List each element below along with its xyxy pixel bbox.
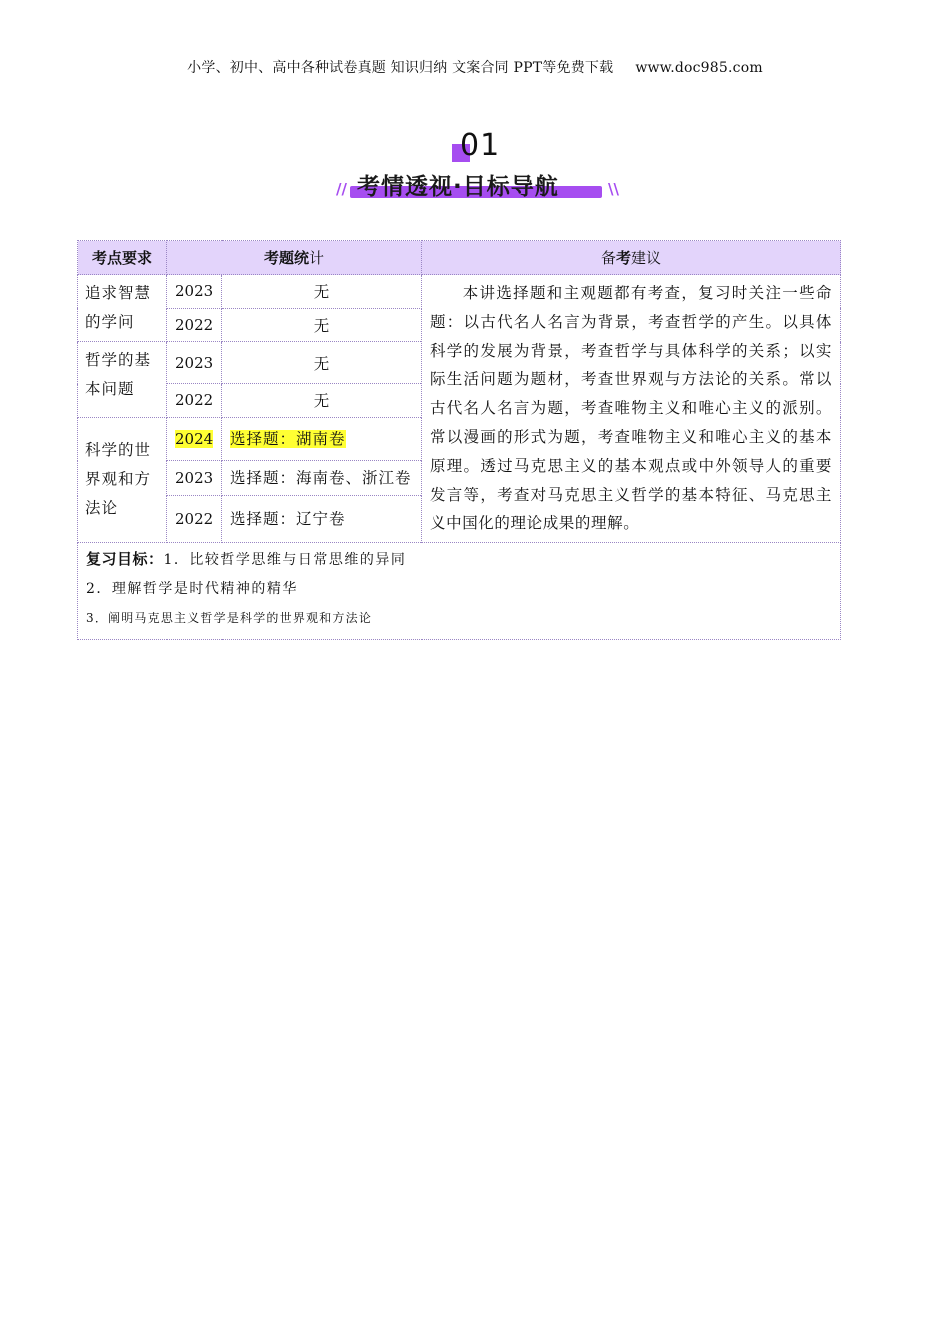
- exam-analysis-table: [77, 240, 841, 640]
- year-cell: 2022: [167, 384, 222, 418]
- banner-title: 考情透视·目标导航: [357, 174, 559, 200]
- question-cell: 无: [222, 308, 422, 342]
- header-text: 小学、初中、高中各种试卷真题 知识归纳 文案合同 PPT等免费下载: [187, 60, 614, 76]
- highlighted-question: 选择题：湖南卷: [230, 429, 346, 448]
- header-topic-requirements: 考点要求: [78, 241, 167, 275]
- advice-text: 本讲选择题和主观题都有考查，复习时关注一些命题：以古代名人名言为背景，考查哲学的产生。以具体科学的发展为背景，考查哲学与具体科学的关系；以实际生活问题为题材，考查世界观与方法论的关系。常以古代名人名言为题，考查唯物主义和唯心主义的派别。常以漫画的形式为题，考查唯物主义和唯心主义的基本原理。透过马克思主义的基本观点或中外领导人的重要发言等，考查对马克思主义哲学的基本特征、马克思主义中国化的理论成果的理解。: [430, 284, 832, 533]
- review-goals: [78, 543, 841, 640]
- goal-item: 复习目标：1．比较哲学思维与日常思维的异同: [86, 550, 407, 569]
- question-cell: 无: [222, 384, 422, 418]
- header-prep-advice: 备考建议: [422, 241, 841, 275]
- year-cell: 2023: [167, 461, 222, 496]
- year-cell: 2023: [167, 342, 222, 384]
- page-header: [0, 57, 950, 77]
- question-cell: 无: [222, 275, 422, 309]
- topic-cell: 科学的世界观和方法论: [78, 417, 167, 543]
- question-cell: 选择题：海南卷、浙江卷: [222, 461, 422, 496]
- year-cell: 2022: [167, 496, 222, 543]
- question-cell: [222, 417, 422, 461]
- banner-right-slashes: \\: [608, 180, 619, 198]
- banner-number: 01: [460, 128, 501, 163]
- goals-row: [78, 543, 841, 640]
- section-banner: [0, 128, 950, 208]
- topic-cell: 追求智慧的学问: [78, 275, 167, 342]
- goal-item: 2．理解哲学是时代精神的精华: [86, 581, 298, 598]
- banner-left-slashes: //: [336, 180, 347, 198]
- advice-cell: [422, 275, 841, 543]
- highlighted-year: 2024: [175, 429, 214, 448]
- question-cell: 无: [222, 342, 422, 384]
- goals-label: 复习目标：: [86, 550, 164, 569]
- goal-item: 3．阐明马克思主义哲学是科学的世界观和方法论: [86, 611, 373, 626]
- year-cell: [167, 417, 222, 461]
- table-header-row: [78, 241, 841, 275]
- header-question-stats: 考题统计: [167, 241, 422, 275]
- topic-cell: 哲学的基本问题: [78, 342, 167, 418]
- year-cell: 2022: [167, 308, 222, 342]
- header-site-link[interactable]: www.doc985.com: [635, 60, 763, 76]
- table-row: [78, 275, 841, 309]
- year-cell: 2023: [167, 275, 222, 309]
- question-cell: 选择题：辽宁卷: [222, 496, 422, 543]
